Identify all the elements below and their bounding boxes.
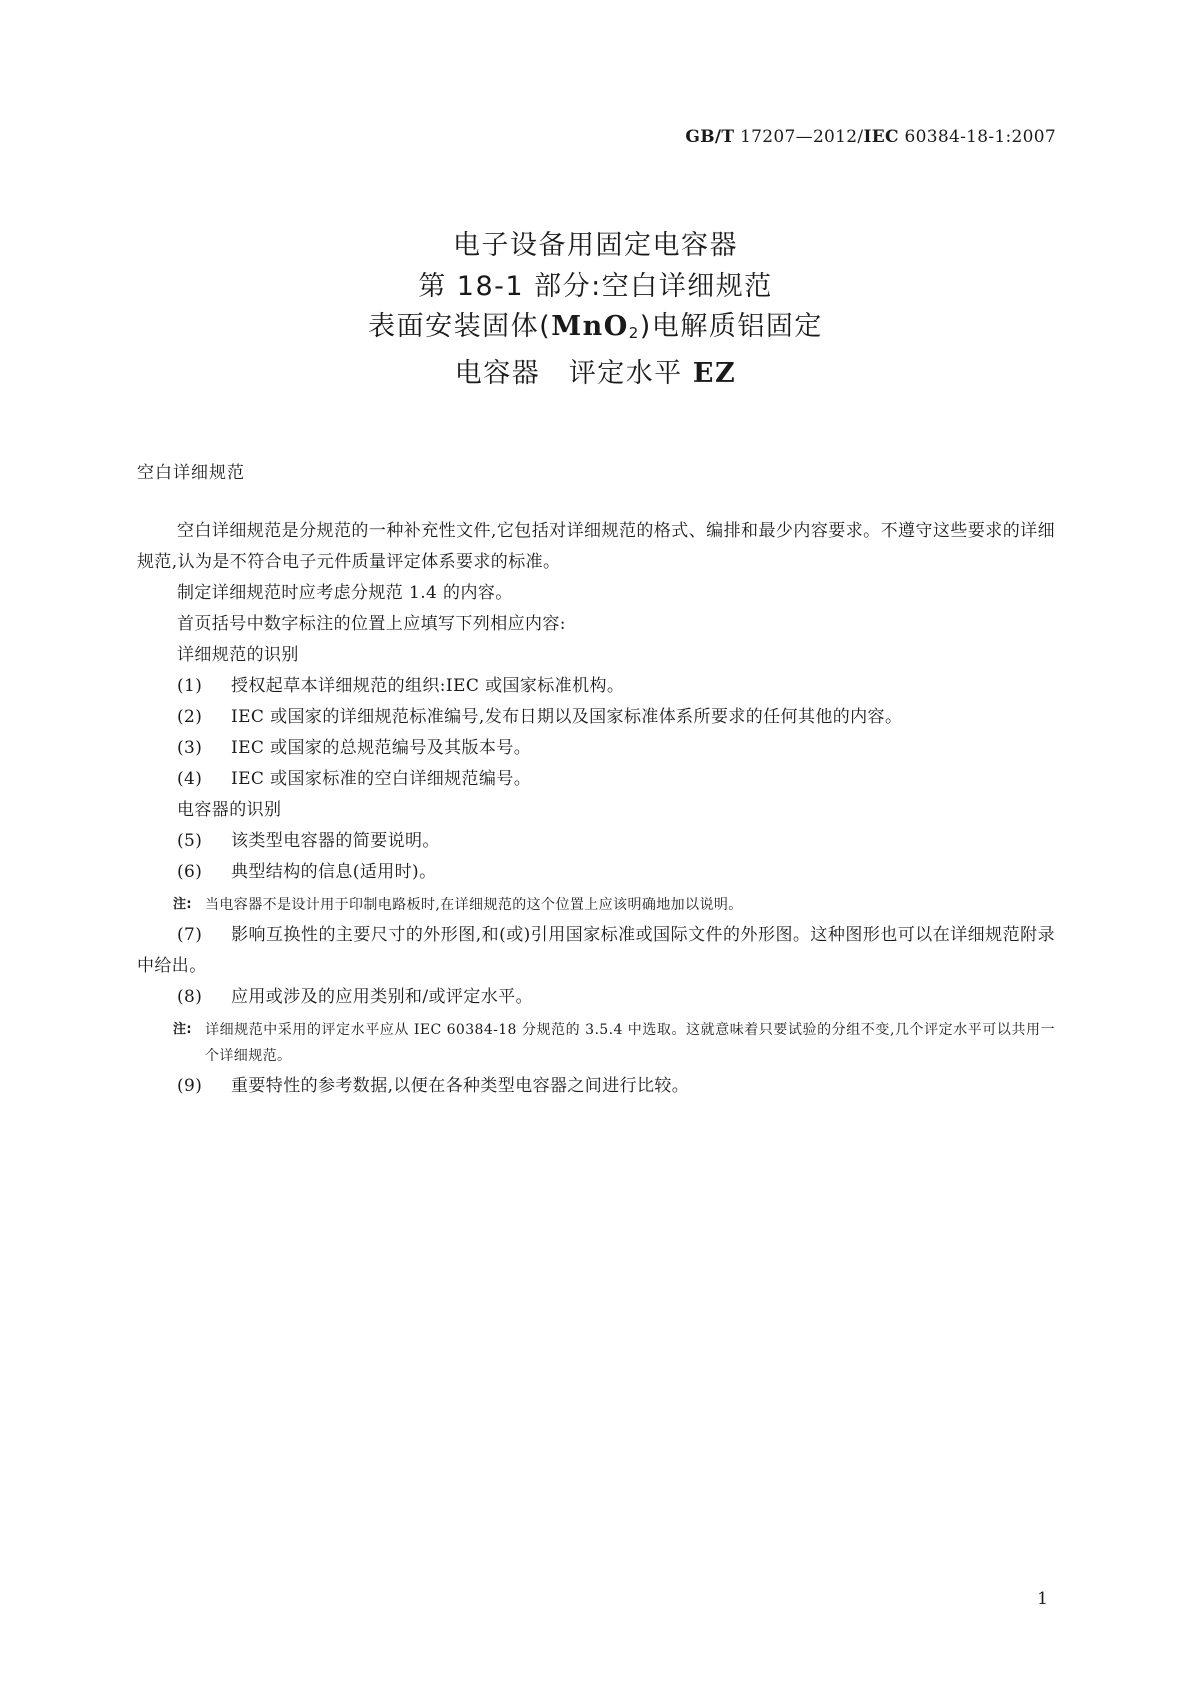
list-item-number: (1)	[177, 676, 203, 696]
list-item-number: (7)	[177, 925, 203, 945]
list-item-text: 授权起草本详细规范的组织:IEC 或国家标准机构。	[231, 676, 625, 696]
list-item-number: (4)	[177, 769, 203, 789]
title-line-4-pre: 电容器 评定水平	[454, 357, 693, 389]
subheading-spec-identification: 详细规范的识别	[177, 645, 299, 665]
list-item	[137, 982, 1055, 1013]
list-item	[137, 671, 1055, 702]
list-item	[137, 764, 1055, 795]
list-item	[137, 857, 1055, 888]
title-line-4	[0, 354, 1191, 395]
paragraph-intro: 空白详细规范是分规范的一种补充性文件,它包括对详细规范的格式、编排和最少内容要求。不遵守这些要求的详细规范,认为是不符合电子元件质量评定体系要求的标准。	[137, 521, 1055, 572]
list-item	[137, 920, 1055, 982]
list-item	[137, 1071, 1055, 1102]
list-item-text: 典型结构的信息(适用时)。	[231, 862, 437, 882]
list-item-number: (9)	[177, 1076, 203, 1096]
note-label: 注:	[173, 1022, 192, 1037]
list-item-text: IEC 或国家标准的空白详细规范编号。	[231, 769, 532, 789]
title-line-3-pre: 表面安装固体(	[368, 311, 552, 342]
title-line-3	[0, 307, 1191, 354]
list-item-text: IEC 或国家的总规范编号及其版本号。	[231, 738, 532, 758]
document-title	[0, 226, 1191, 394]
list-item-text: 该类型电容器的简要说明。	[231, 831, 440, 851]
note-label: 注:	[173, 897, 192, 912]
list-item	[137, 826, 1055, 857]
paragraph-instructions: 首页括号中数字标注的位置上应填写下列相应内容:	[177, 614, 566, 634]
title-formula-subscript: 2	[628, 324, 640, 342]
title-line-2: 第 18-1 部分:空白详细规范	[418, 270, 773, 302]
list-item-number: (3)	[177, 738, 203, 758]
std-code-iec: IEC	[863, 127, 899, 147]
std-code-iec-number: 60384-18-1:2007	[898, 127, 1056, 147]
subheading-capacitor-identification: 电容器的识别	[177, 800, 282, 820]
std-code-number: 17207—2012/	[734, 127, 864, 147]
list-item-text: 重要特性的参考数据,以便在各种类型电容器之间进行比较。	[231, 1076, 690, 1096]
title-formula: MnO	[551, 311, 629, 342]
title-level-code: EZ	[692, 357, 737, 389]
document-body	[137, 516, 1055, 1102]
note-1	[137, 892, 1055, 918]
section-heading: 空白详细规范	[137, 463, 245, 483]
list-item-number: (5)	[177, 831, 203, 851]
page-number: 1	[1037, 1589, 1048, 1609]
list-item-number: (8)	[177, 987, 203, 1007]
standard-code	[685, 127, 1056, 147]
list-item-number: (2)	[177, 707, 203, 727]
list-item	[137, 733, 1055, 764]
std-code-gbt: GB/T	[685, 127, 735, 147]
title-line-3-post: )电解质铝固定	[639, 311, 823, 342]
list-item	[137, 702, 1055, 733]
list-item-text: IEC 或国家的详细规范标准编号,发布日期以及国家标准体系所要求的任何其他的内容。	[231, 707, 903, 727]
note-text: 详细规范中采用的评定水平应从 IEC 60384-18 分规范的 3.5.4 中选取。这就意味着只要试验的分组不变,几个评定水平可以共用一个详细规范。	[205, 1022, 1055, 1064]
list-item-text: 应用或涉及的应用类别和/或评定水平。	[231, 987, 533, 1007]
list-item-number: (6)	[177, 862, 203, 882]
paragraph-consider: 制定详细规范时应考虑分规范 1.4 的内容。	[177, 583, 513, 603]
note-2	[137, 1017, 1055, 1069]
title-line-1: 电子设备用固定电容器	[453, 230, 738, 261]
list-item-text: 影响互换性的主要尺寸的外形图,和(或)引用国家标准或国际文件的外形图。这种图形也可以在详细规范附录中给出。	[137, 925, 1055, 976]
note-text: 当电容器不是设计用于印制电路板时,在详细规范的这个位置上应该明确地加以说明。	[205, 897, 743, 913]
